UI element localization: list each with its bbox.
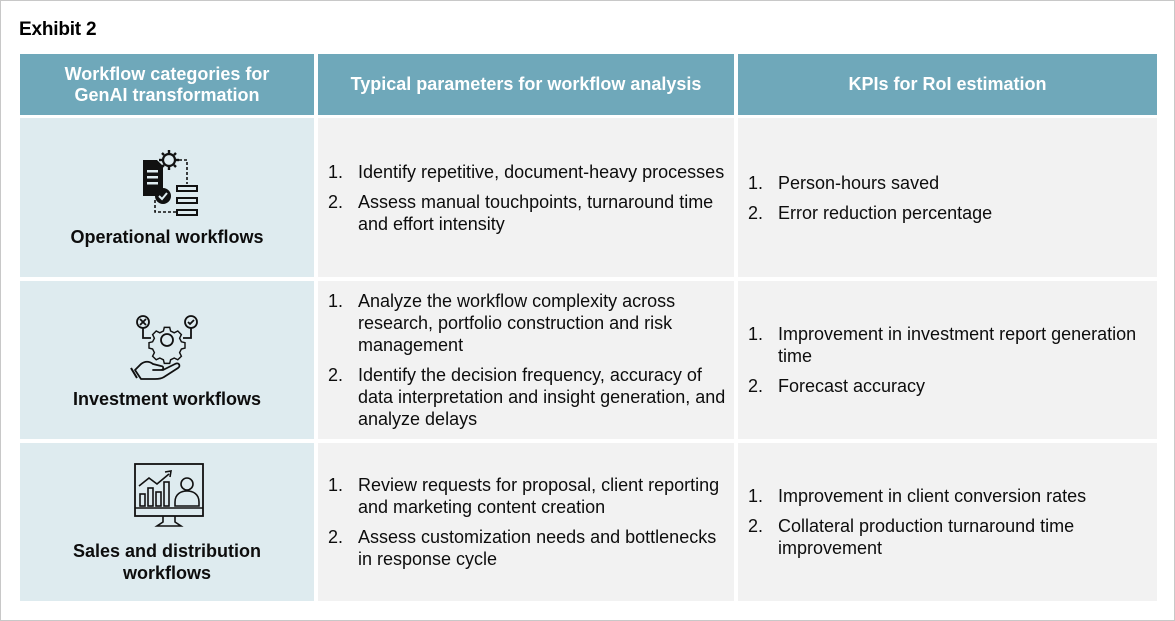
category-cell-investment — [20, 281, 314, 439]
parameters-list — [318, 290, 734, 430]
list-item: 1. Analyze the workflow complexity across research, portfolio construction and risk management — [328, 291, 676, 355]
parameters-list — [318, 474, 734, 570]
header-kpis — [738, 54, 1157, 115]
list-item: 1. Identify repetitive, document-heavy processes — [328, 161, 725, 182]
list-item: 1. Person-hours saved — [748, 172, 940, 193]
parameters-list — [318, 161, 734, 235]
header-label: KPIs for RoI estimation — [848, 74, 1047, 94]
kpis-list — [738, 323, 1157, 397]
parameters-cell-operational — [318, 118, 734, 277]
category-cell-operational — [20, 118, 314, 277]
kpis-list — [738, 172, 992, 224]
list-item: 2. Error reduction percentage — [748, 202, 993, 223]
category-label: Sales and distribution workflows — [72, 541, 262, 583]
list-item: 2. Forecast accuracy — [748, 376, 926, 396]
list-item: 1. Improvement in client conversion rates — [748, 486, 1087, 506]
list-item: 2. Collateral production turnaround time improvement — [748, 516, 1075, 558]
category-cell-sales-distribution — [20, 443, 314, 601]
list-item: 2. Identify the decision frequency, accuracy of data interpretation and insight generation, and analyze delays — [328, 365, 726, 429]
category-label: Investment workflows — [72, 389, 262, 409]
kpis-cell-sales-distribution — [738, 443, 1157, 601]
list-item: 1. Improvement in investment report generation time — [748, 324, 1137, 366]
header-typical-parameters — [318, 54, 734, 115]
kpis-cell-operational — [738, 118, 1157, 277]
document-gear-checklist-icon — [127, 148, 207, 220]
kpis-list — [738, 485, 1157, 559]
header-label: Typical parameters for workflow analysis — [350, 74, 702, 94]
header-label: Workflow categories for GenAI transformation — [64, 63, 270, 105]
list-item: 2. Assess customization needs and bottlenecks in response cycle — [328, 527, 717, 569]
parameters-cell-investment — [318, 281, 734, 439]
exhibit-title: Exhibit 2 — [19, 19, 97, 40]
parameters-cell-sales-distribution — [318, 443, 734, 601]
hand-gear-decision-icon — [127, 310, 207, 382]
header-workflow-categories — [20, 54, 314, 115]
list-item: 1. Review requests for proposal, client reporting and marketing content creation — [328, 475, 720, 517]
kpis-cell-investment — [738, 281, 1157, 439]
category-label: Operational workflows — [70, 226, 264, 247]
list-item: 2. Assess manual touchpoints, turnaround time and effort intensity — [328, 191, 714, 234]
monitor-chart-person-icon — [127, 460, 207, 532]
